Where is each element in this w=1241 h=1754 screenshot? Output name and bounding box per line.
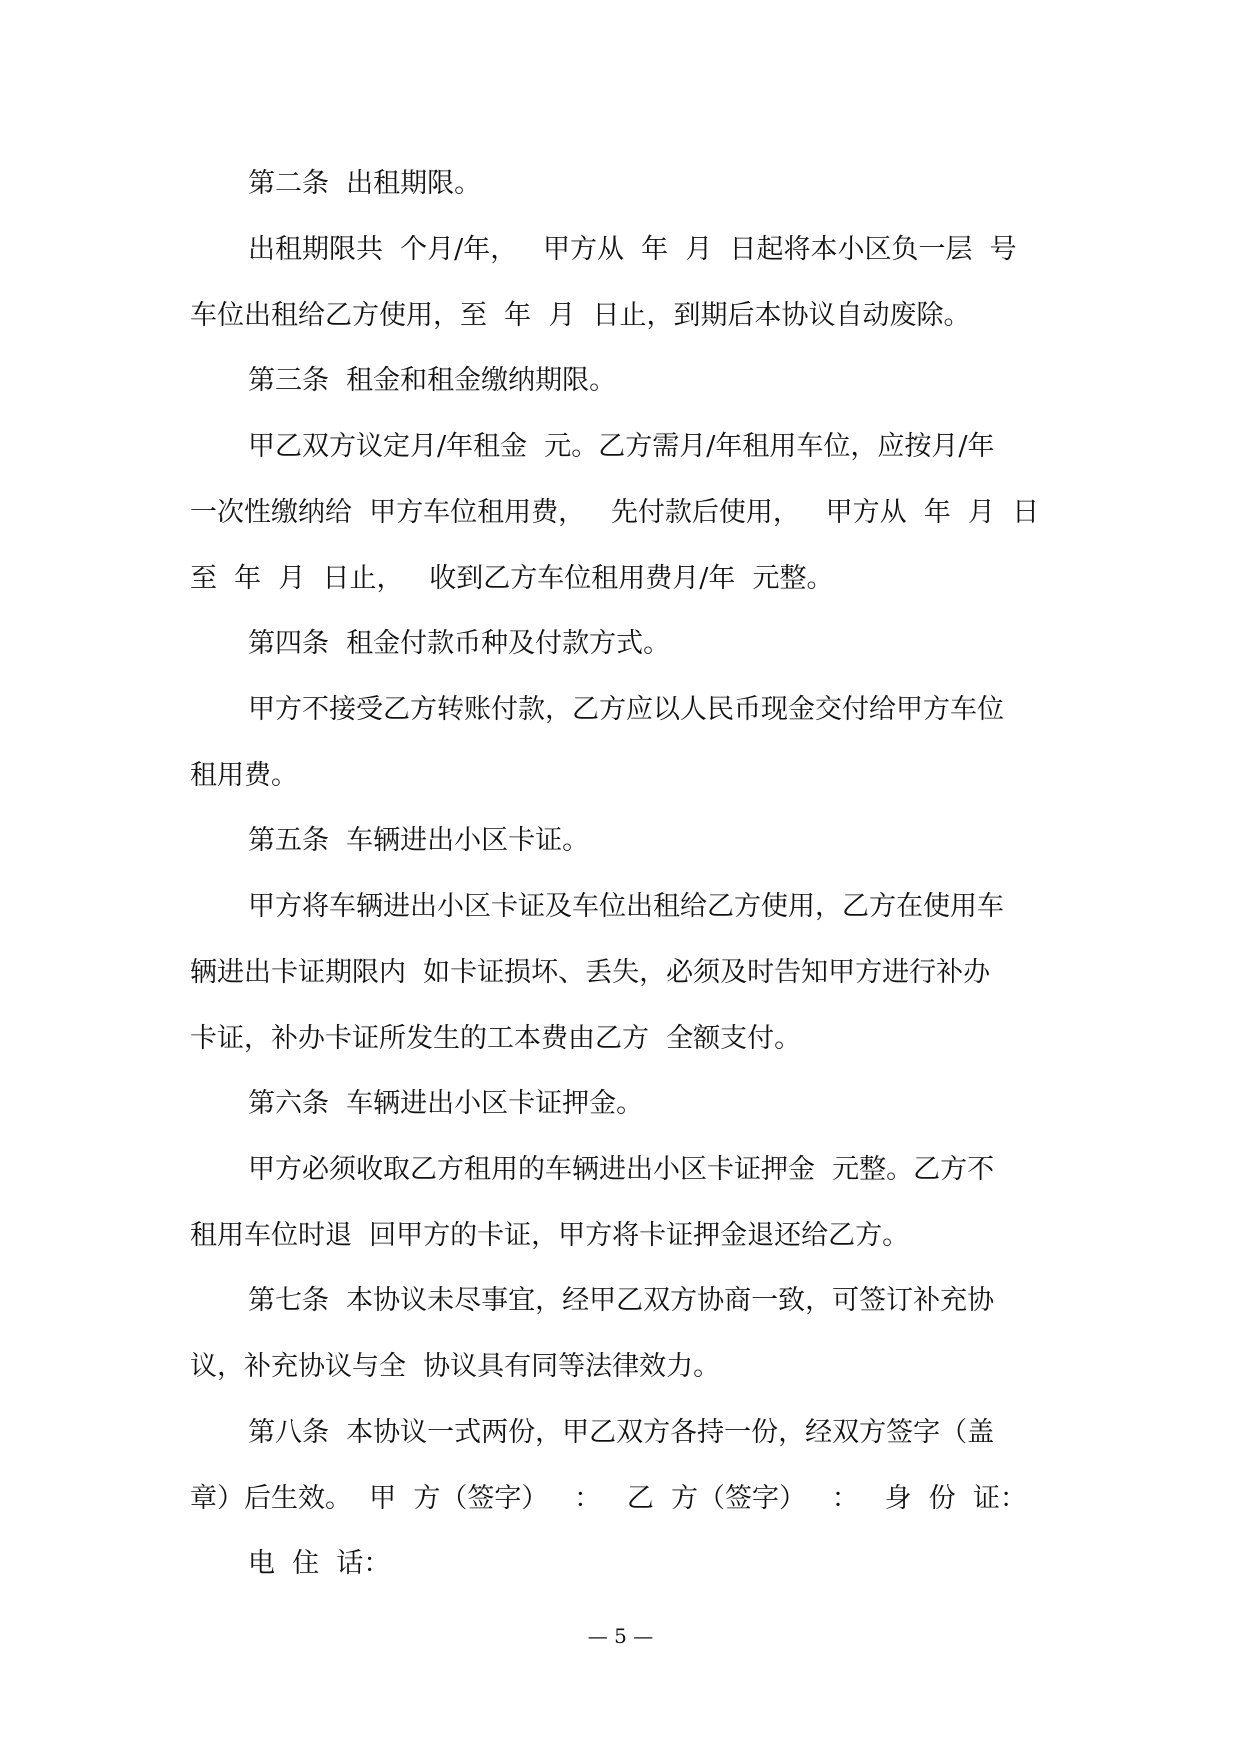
clause-5-heading: 第五条 车辆进出小区卡证。: [248, 825, 590, 856]
page-number: — 5 —: [587, 1624, 654, 1648]
clause-6-body-line-1: 甲方必须收取乙方租用的车辆进出小区卡证押金 元整。乙方不: [248, 1154, 995, 1185]
clause-6-body-line-2: 租用车位时退 回甲方的卡证，甲方将卡证押金退还给乙方。: [190, 1220, 910, 1251]
signature-line: 章）后生效。 甲 方（签字） ： 乙 方（签字） ： 身 份 证：: [190, 1483, 1027, 1514]
clause-5-body-line-3: 卡证，补办卡证所发生的工本费由乙方 全额支付。: [190, 1023, 802, 1054]
clause-3-body-line-2: 一次性缴纳给 甲方车位租用费， 先付款后使用， 甲方从 年 月 日: [190, 497, 1040, 528]
phone-address-line: 电 住 话：: [248, 1548, 391, 1579]
clause-5-body-line-1: 甲方将车辆进出小区卡证及车位出租给乙方使用，乙方在使用车: [248, 891, 1004, 922]
clause-2-body-line-2: 车位出租给乙方使用，至 年 月 日止，到期后本协议自动废除。: [190, 300, 971, 331]
clause-2-heading: 第二条 出租期限。: [248, 168, 482, 199]
clause-4-heading: 第四条 租金付款币种及付款方式。: [248, 628, 671, 659]
clause-6-heading: 第六条 车辆进出小区卡证押金。: [248, 1088, 644, 1119]
clause-7-body-line-2: 议，补充协议与全 协议具有同等法律效力。: [190, 1351, 721, 1382]
clause-2-body-line-1: 出租期限共 个月/年， 甲方从 年 月 日起将本小区负一层 号: [248, 234, 1017, 265]
clause-3-body-line-3: 至 年 月 日止， 收到乙方车位租用费月/年 元整。: [190, 563, 834, 594]
clause-3-heading: 第三条 租金和租金缴纳期限。: [248, 365, 617, 396]
clause-3-body-line-1: 甲乙双方议定月/年租金 元。乙方需月/年租用车位，应按月/年: [248, 431, 995, 462]
clause-4-body-line-1: 甲方不接受乙方转账付款，乙方应以人民币现金交付给甲方车位: [248, 694, 1004, 725]
clause-7-body-line-1: 第七条 本协议未尽事宜，经甲乙双方协商一致，可签订补充协: [248, 1285, 995, 1316]
clause-8-body-line-1: 第八条 本协议一式两份，甲乙双方各持一份，经双方签字（盖: [248, 1417, 995, 1448]
clause-4-body-line-2: 租用费。: [190, 760, 298, 791]
clause-5-body-line-2: 辆进出卡证期限内 如卡证损坏、丢失，必须及时告知甲方进行补办: [190, 957, 991, 988]
